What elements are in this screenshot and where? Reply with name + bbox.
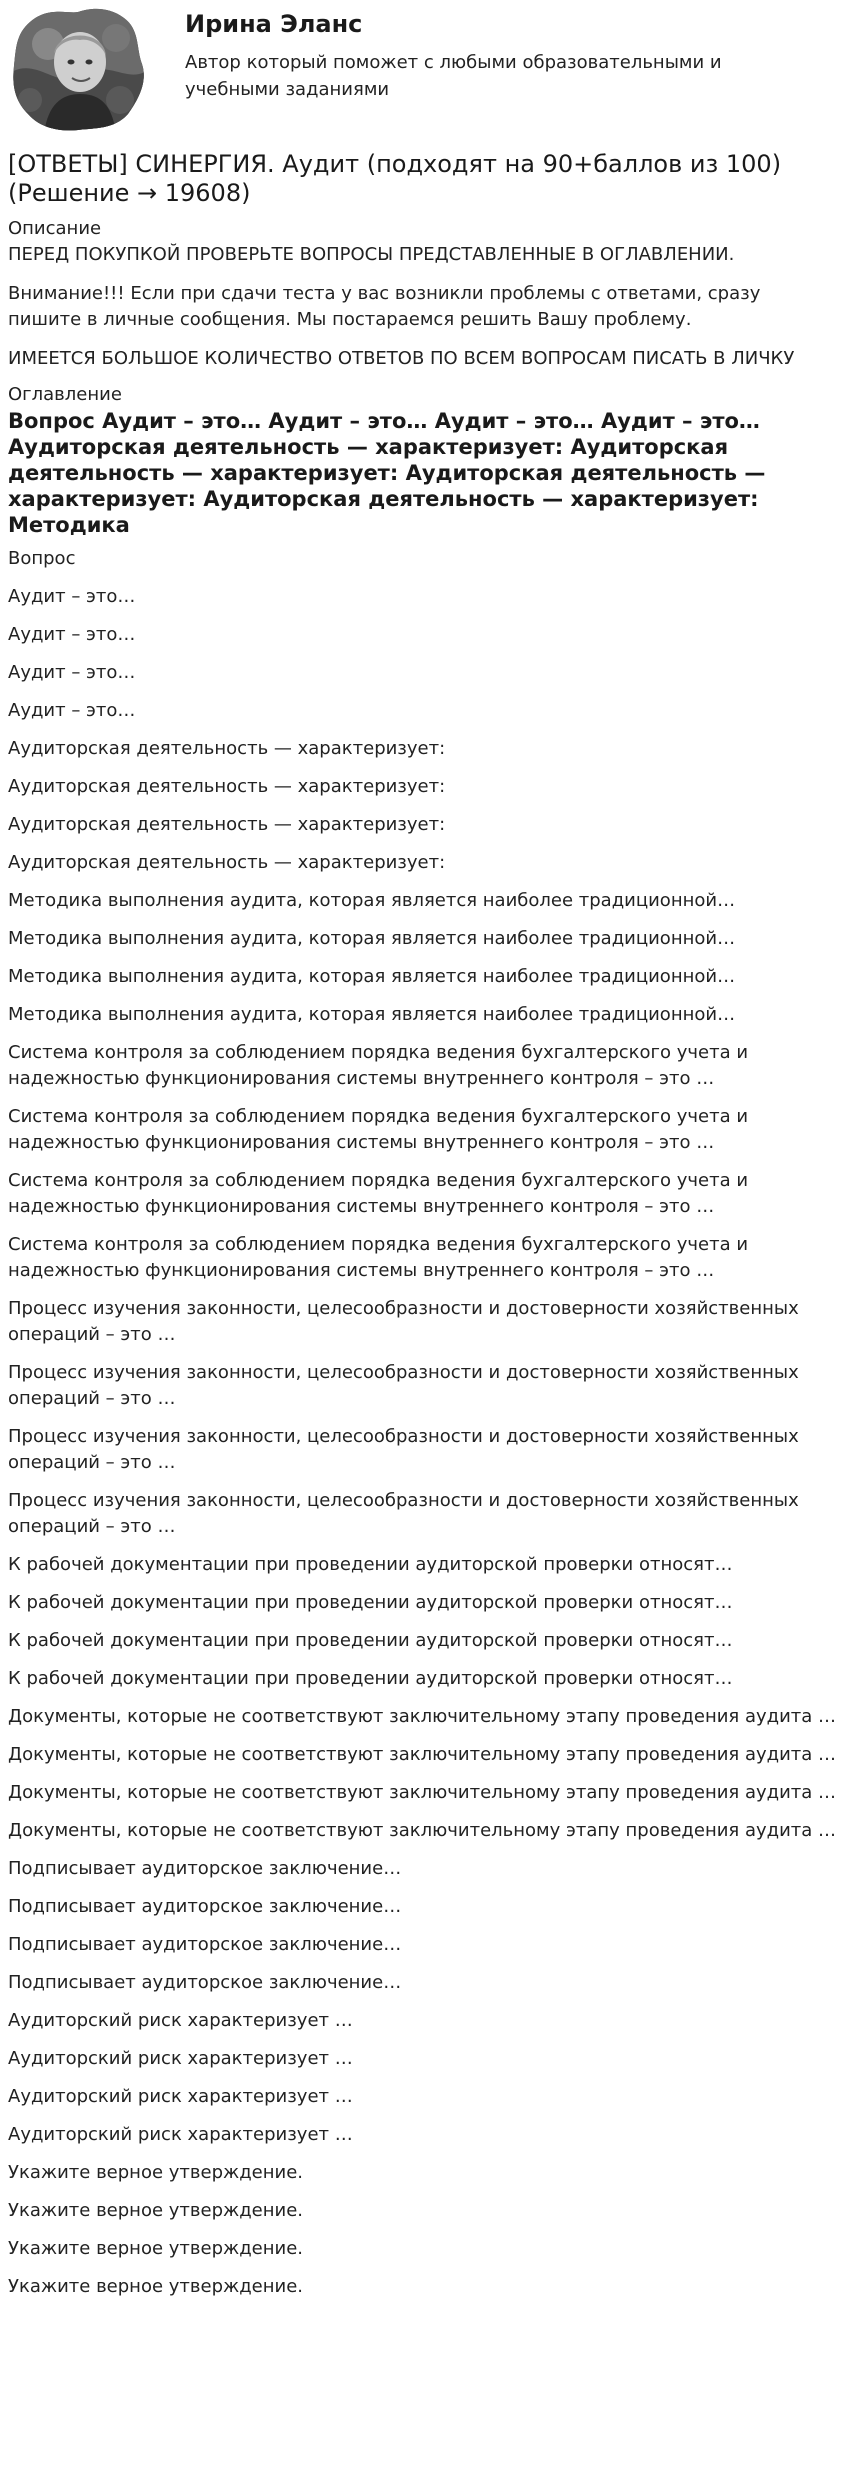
question-item: Документы, которые не соответствуют заключительному этапу проведения аудита … (8, 1782, 837, 1803)
question-item: Укажите верное утверждение. (8, 2200, 303, 2221)
question-item: Методика выполнения аудита, которая является наиболее традиционной… (8, 928, 736, 949)
question-item: Процесс изучения законности, целесообразности и достоверности хозяйственных операций – это … (8, 1426, 799, 1473)
question-item: Аудиторская деятельность — характеризует: (8, 852, 446, 873)
question-list (8, 546, 838, 2300)
author-name[interactable]: Ирина Эланс (185, 10, 363, 38)
question-item: Методика выполнения аудита, которая является наиболее традиционной… (8, 1004, 736, 1025)
description-label: Описание (8, 218, 102, 239)
question-item: Документы, которые не соответствуют заключительному этапу проведения аудита … (8, 1744, 837, 1765)
question-item: К рабочей документации при проведении аудиторской проверки относят… (8, 1668, 733, 1689)
question-item: Подписывает аудиторское заключение… (8, 1858, 402, 1879)
author-header (0, 0, 847, 140)
document-content (8, 150, 838, 2312)
question-item: Аудит – это… (8, 586, 136, 607)
question-item: Документы, которые не соответствуют заключительному этапу проведения аудита … (8, 1706, 837, 1727)
question-item: Подписывает аудиторское заключение… (8, 1896, 402, 1917)
question-item: К рабочей документации при проведении аудиторской проверки относят… (8, 1630, 733, 1651)
page-title: [ОТВЕТЫ] СИНЕРГИЯ. Аудит (подходят на 90+баллов из 100) (Решение → 19608) (8, 150, 782, 207)
author-description: Автор который поможет с любыми образовательными и учебными заданиями (185, 52, 722, 100)
question-item: Аудит – это… (8, 662, 136, 683)
question-item: Процесс изучения законности, целесообразности и достоверности хозяйственных операций – это … (8, 1298, 799, 1345)
question-item: К рабочей документации при проведении аудиторской проверки относят… (8, 1592, 733, 1613)
question-item: Аудиторский риск характеризует … (8, 2124, 353, 2145)
question-item: Аудиторская деятельность — характеризует: (8, 776, 446, 797)
question-item: Подписывает аудиторское заключение… (8, 1972, 402, 1993)
question-item: Аудит – это… (8, 700, 136, 721)
question-item: Методика выполнения аудита, которая является наиболее традиционной… (8, 966, 736, 987)
question-item: Система контроля за соблюдением порядка ведения бухгалтерского учета и надежностью функционирования системы внутреннего контроля – это … (8, 1106, 749, 1153)
description-paragraph: ИМЕЕТСЯ БОЛЬШОЕ КОЛИЧЕСТВО ОТВЕТОВ ПО ВСЕМ ВОПРОСАМ ПИСАТЬ В ЛИЧКУ (8, 348, 795, 369)
question-item: Аудиторский риск характеризует … (8, 2086, 353, 2107)
question-item: Аудиторский риск характеризует … (8, 2048, 353, 2069)
question-item: Укажите верное утверждение. (8, 2276, 303, 2297)
question-item: Процесс изучения законности, целесообразности и достоверности хозяйственных операций – это … (8, 1490, 799, 1537)
question-item: Аудит – это… (8, 624, 136, 645)
question-item: Вопрос (8, 548, 76, 569)
question-item: Укажите верное утверждение. (8, 2238, 303, 2259)
question-item: Документы, которые не соответствуют заключительному этапу проведения аудита … (8, 1820, 837, 1841)
question-item: Система контроля за соблюдением порядка ведения бухгалтерского учета и надежностью функционирования системы внутреннего контроля – это … (8, 1170, 749, 1217)
question-item: Аудиторская деятельность — характеризует: (8, 814, 446, 835)
question-item: К рабочей документации при проведении аудиторской проверки относят… (8, 1554, 733, 1575)
question-item: Аудиторская деятельность — характеризует: (8, 738, 446, 759)
description-paragraph: Внимание!!! Если при сдачи теста у вас возникли проблемы с ответами, сразу пишите в личные сообщения. Мы постараемся решить Вашу проблему. (8, 283, 761, 330)
question-item: Процесс изучения законности, целесообразности и достоверности хозяйственных операций – это … (8, 1362, 799, 1409)
toc-label: Оглавление (8, 384, 122, 405)
question-item: Укажите верное утверждение. (8, 2162, 303, 2183)
author-avatar[interactable] (8, 4, 148, 134)
description-paragraph: ПЕРЕД ПОКУПКОЙ ПРОВЕРЬТЕ ВОПРОСЫ ПРЕДСТАВЛЕННЫЕ В ОГЛАВЛЕНИИ. (8, 244, 735, 265)
question-item: Система контроля за соблюдением порядка ведения бухгалтерского учета и надежностью функционирования системы внутреннего контроля – это … (8, 1234, 749, 1281)
question-item: Система контроля за соблюдением порядка ведения бухгалтерского учета и надежностью функционирования системы внутреннего контроля – это … (8, 1042, 749, 1089)
toc-summary: Вопрос Аудит – это… Аудит – это… Аудит – это… Аудит – это… Аудиторская деятельность — характеризует: Аудиторская деятельность — характеризует: Аудиторская деятельность — характеризует: Аудиторская деятельность — характеризует: Методика (8, 409, 766, 537)
question-item: Подписывает аудиторское заключение… (8, 1934, 402, 1955)
question-item: Методика выполнения аудита, которая является наиболее традиционной… (8, 890, 736, 911)
question-item: Аудиторский риск характеризует … (8, 2010, 353, 2031)
